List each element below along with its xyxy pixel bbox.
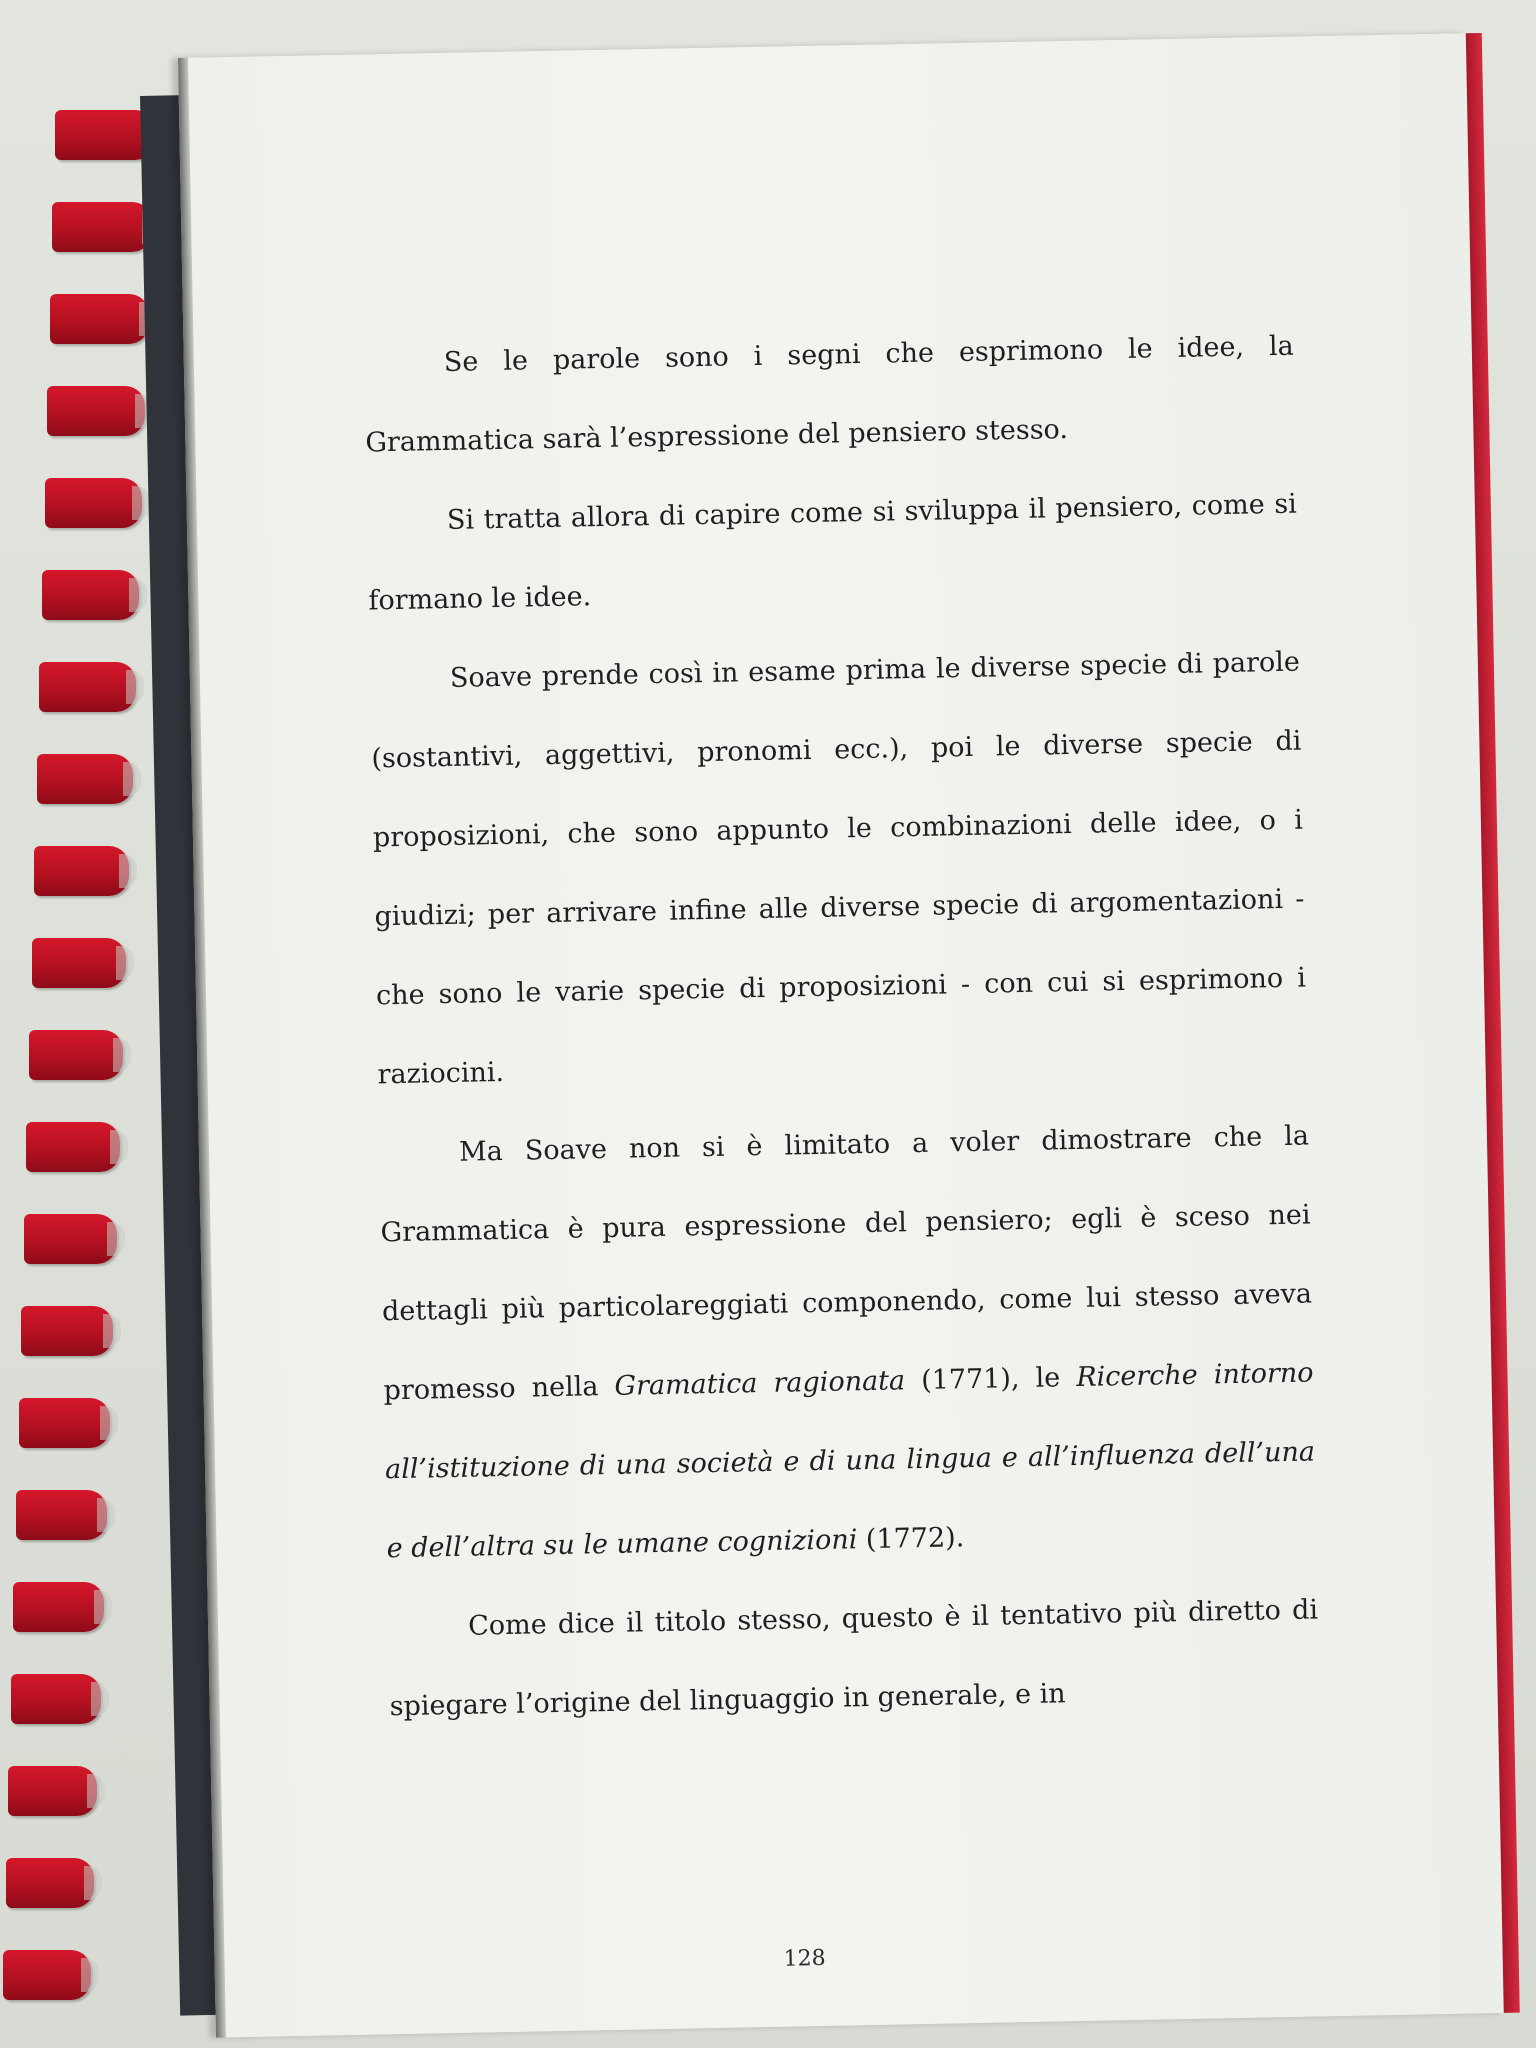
text-run: (1772). bbox=[857, 1522, 965, 1556]
italic-title-run: Gramatica ragionata bbox=[614, 1365, 906, 1402]
binding-ring bbox=[39, 662, 135, 712]
body-text bbox=[363, 307, 1320, 1747]
binding-ring bbox=[42, 570, 139, 620]
binding-ring bbox=[16, 1490, 107, 1540]
binding-ring bbox=[47, 386, 145, 436]
text-run: Come dice il titolo stesso, questo è il tentativo più diretto di spiegare l’origine del linguaggio in generale, e in bbox=[389, 1594, 1319, 1723]
binding-ring bbox=[29, 1030, 123, 1080]
binding-ring bbox=[32, 938, 127, 988]
italic-title-run: Ricerche intorno all’istituzione di una società e di una lingua e all’influenza dell’una e dell’altra su le umane cognizioni bbox=[384, 1357, 1316, 1565]
binding-ring bbox=[21, 1306, 113, 1356]
binding-ring bbox=[8, 1766, 97, 1816]
paragraph bbox=[387, 1570, 1320, 1746]
text-run: Se le parole sono i segni che esprimono le idee, la Grammatica sarà l’espressione del pensiero stesso. bbox=[365, 330, 1295, 459]
paragraph bbox=[378, 1096, 1317, 1588]
text-run: Ma Soave non si è limitato a voler dimostrare che la Grammatica è pura espressione del pensiero; egli è sceso nei dettagli più particolareggiati componendo, come lui stesso aveva promesso nella bbox=[380, 1120, 1313, 1407]
document-page bbox=[178, 33, 1506, 2037]
spiral-binding bbox=[0, 100, 165, 2048]
text-run: (1771), le bbox=[904, 1362, 1077, 1397]
binding-ring bbox=[19, 1398, 111, 1448]
binding-ring bbox=[45, 478, 143, 528]
paragraph bbox=[366, 465, 1299, 641]
text-run: Soave prende così in esame prima le diverse specie di parole (sostantivi, aggettivi, pronomi ecc.), poi le diverse specie di proposizioni, che sono appunto le combinazioni delle idee, o i giudizi; per arrivare infine alle diverse specie di argomentazioni - che sono le varie specie di proposizioni - con cui si esprimono i raziocini. bbox=[371, 646, 1307, 1091]
binding-ring bbox=[37, 754, 133, 804]
page-number: 128 bbox=[783, 1945, 826, 1972]
binding-ring bbox=[26, 1122, 119, 1172]
paragraph bbox=[369, 623, 1308, 1115]
binding-ring bbox=[24, 1214, 117, 1264]
paragraph bbox=[363, 307, 1296, 483]
binding-ring bbox=[3, 1950, 91, 2000]
binding-ring bbox=[50, 294, 149, 344]
text-run: Si tratta allora di capire come si sviluppa il pensiero, come si formano le idee. bbox=[368, 488, 1298, 617]
binding-ring bbox=[34, 846, 129, 896]
binding-ring bbox=[11, 1674, 101, 1724]
binding-ring bbox=[6, 1858, 95, 1908]
binding-ring bbox=[13, 1582, 103, 1632]
binding-ring bbox=[52, 202, 151, 252]
